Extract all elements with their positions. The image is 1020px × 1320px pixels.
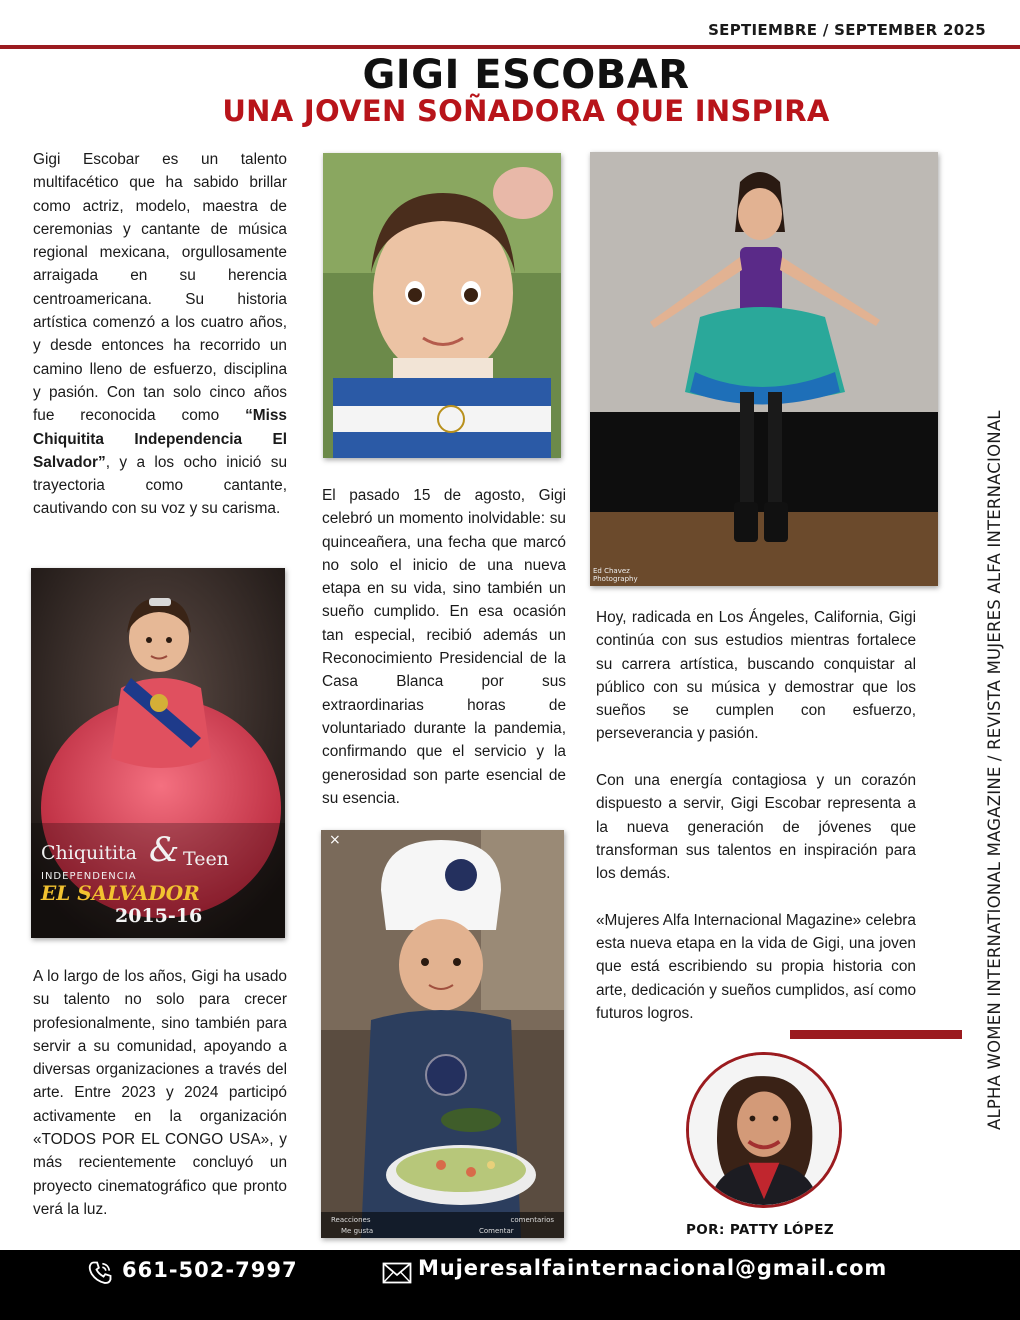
- phone-icon: [86, 1259, 114, 1287]
- paragraph-closing: [596, 606, 916, 1025]
- paragraph-community: [33, 965, 287, 1221]
- pageant-logo-ampersand: &: [149, 830, 180, 870]
- mail-icon: [382, 1262, 412, 1284]
- comment-button[interactable]: Comentar: [479, 1227, 514, 1235]
- dance-photo: [590, 152, 938, 586]
- paragraph-intro-text-b: , y a los ocho inició su trayectoria como cantante, cautivando con su voz y su carisma.: [33, 453, 287, 518]
- contact-phone[interactable]: 661-502-7997: [122, 1258, 298, 1282]
- paragraph-intro: [33, 148, 287, 521]
- close-icon[interactable]: ×: [329, 832, 341, 848]
- pageant-logo-el-salvador: EL SALVADOR: [41, 881, 200, 905]
- flag-photo: [323, 153, 561, 458]
- pageant-photo: [31, 568, 285, 938]
- photo-credit: Ed Chavez Photography: [593, 567, 638, 583]
- paragraph-magazine: «Mujeres Alfa Internacional Magazine» celebra esta nueva etapa en la vida de Gigi, una joven que está escribiendo su propia historia con arte, dedicación y sueños cumplidos, así como futuros logros.: [596, 911, 916, 1023]
- pageant-logo-teen: Teen: [183, 848, 229, 870]
- author-avatar-image: [689, 1055, 839, 1205]
- header-rule: [0, 45, 1020, 49]
- paragraph-quinceanera: [322, 484, 566, 810]
- paragraph-energy: Con una energía contagiosa y un corazón dispuesto a servir, Gigi Escobar representa a la nueva generación de jóvenes que transforman sus talentos en inspiración para los demás.: [596, 772, 916, 883]
- reactions-label[interactable]: Reacciones: [331, 1216, 371, 1224]
- paragraph-community-text: A lo largo de los años, Gigi ha usado su talento no solo para crecer profesionalmente, sino también para servir a su comunidad, apoyando a diversas organizaciones a través del arte. Entre 2023 y 2024 participó activamente en la organización «TODOS POR EL CONGO USA», y más recientemente concluyó un proyecto cinematográfico que pronto verá la luz.: [33, 968, 287, 1218]
- paragraph-la: Hoy, radicada en Los Ángeles, California, Gigi continúa con sus estudios mientras fortalece su carrera artística, buscando conquistar al público con su música y demostrar que los sueños se cumplen con esfuerzo, perseverancia y pasión.: [596, 609, 916, 743]
- magazine-vertical-title: ALPHA WOMEN INTERNATIONAL MAGAZINE / REVISTA MUJERES ALFA INTERNACIONAL: [985, 410, 1004, 1130]
- dance-photo-image: [590, 152, 938, 586]
- paragraph-quinceanera-text: El pasado 15 de agosto, Gigi celebró un momento inolvidable: su quinceañera, una fecha que marcó no solo el inicio de una nueva etapa en su vida, sino también un sueño cumplido. En esa ocasión tan especial, recibió además un Reconocimiento Presidencial de la Casa Blanca por sus extraordinarias horas de voluntariado durante la pandemia, confirmando que el servicio y la generosidad son parte esencial de su esencia.: [322, 487, 566, 807]
- pageant-logo-independencia: INDEPENDENCIA: [41, 871, 137, 882]
- comments-count-label[interactable]: comentarios: [510, 1216, 554, 1224]
- author-byline: POR: PATTY LÓPEZ: [685, 1222, 835, 1238]
- chef-photo-image: [321, 830, 564, 1238]
- author-avatar: [686, 1052, 842, 1208]
- flag-photo-image: [323, 153, 561, 458]
- pageant-logo-chiquitita: Chiquitita: [41, 842, 138, 864]
- article-subtitle: UNA JOVEN SOÑADORA QUE INSPIRA: [222, 94, 830, 128]
- like-button[interactable]: Me gusta: [341, 1227, 374, 1235]
- issue-date: SEPTIEMBRE / SEPTEMBER 2025: [708, 21, 986, 39]
- pageant-title-highlight: “Miss Chiquitita Independencia El Salvador”: [33, 407, 287, 471]
- article-title: GIGI ESCOBAR: [362, 52, 690, 98]
- column-accent-rule: [790, 1030, 962, 1039]
- paragraph-intro-text-a: Gigi Escobar es un talento multifacético que ha sabido brillar como actriz, modelo, maestra de ceremonias y cantante de música regional mexicana, orgullosamente arraigada en su herencia centroamericana. Su historia artística comenzó a los cuatro años, y desde entonces ha recorrido un camino lleno de esfuerzo, disciplina y pasión. Con tan solo cinco años fue reconocida como: [33, 151, 287, 425]
- contact-email[interactable]: Mujeresalfainternacional@gmail.com: [418, 1256, 888, 1280]
- chef-photo: [321, 830, 564, 1238]
- pageant-logo-year: 2015-16: [115, 905, 203, 927]
